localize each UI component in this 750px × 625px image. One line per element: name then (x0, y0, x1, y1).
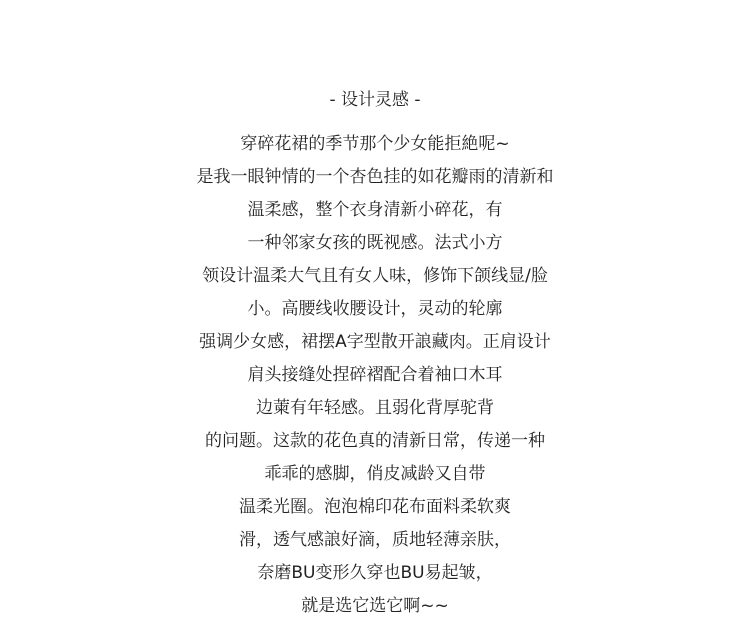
text-line: 是我一眼钟情的一个杏色挂的如花瓣雨的清新和 (196, 167, 554, 187)
text-line: 奈磨BU变形久穿也BU易起皱， (257, 563, 493, 583)
text-line: 强调少女感，裙摆A字型散开誏藏肉。正肩设计 (199, 332, 551, 352)
section-title: - 设计灵感 - (329, 90, 421, 110)
text-line: 的问题。这款的花色真的清新日常，传递一种 (205, 431, 545, 451)
text-line: 温柔光圈。泡泡棉印花布面料柔软爽 (239, 497, 511, 517)
text-line: 穿碎花裙的季节那个少女能拒絶呢~ (240, 134, 510, 154)
text-line: 温柔感，整个衣身清新小碎花，有 (247, 200, 503, 220)
text-line: 领设计温柔大气且有女人味，修饰下颌线显/脸 (202, 266, 548, 286)
text-line: 小。高腰线收腰设计，灵动的轮廓 (247, 299, 503, 319)
text-line: 乖乖的感脚，俏皮减龄又自带 (264, 464, 486, 484)
text-line: 边萰有年轻感。且弱化背厚驼背 (256, 398, 494, 418)
text-line: 滑，透气感誏好滴，质地轻薄亲肤， (239, 530, 511, 550)
text-line: 肩头接缝处捏碎褶配合着袖口木耳 (247, 365, 503, 385)
description-text (0, 128, 750, 623)
text-line: 一种邻家女孩的既视感。法式小方 (247, 233, 503, 253)
text-line: 就是选它选它啊~~ (301, 596, 449, 616)
